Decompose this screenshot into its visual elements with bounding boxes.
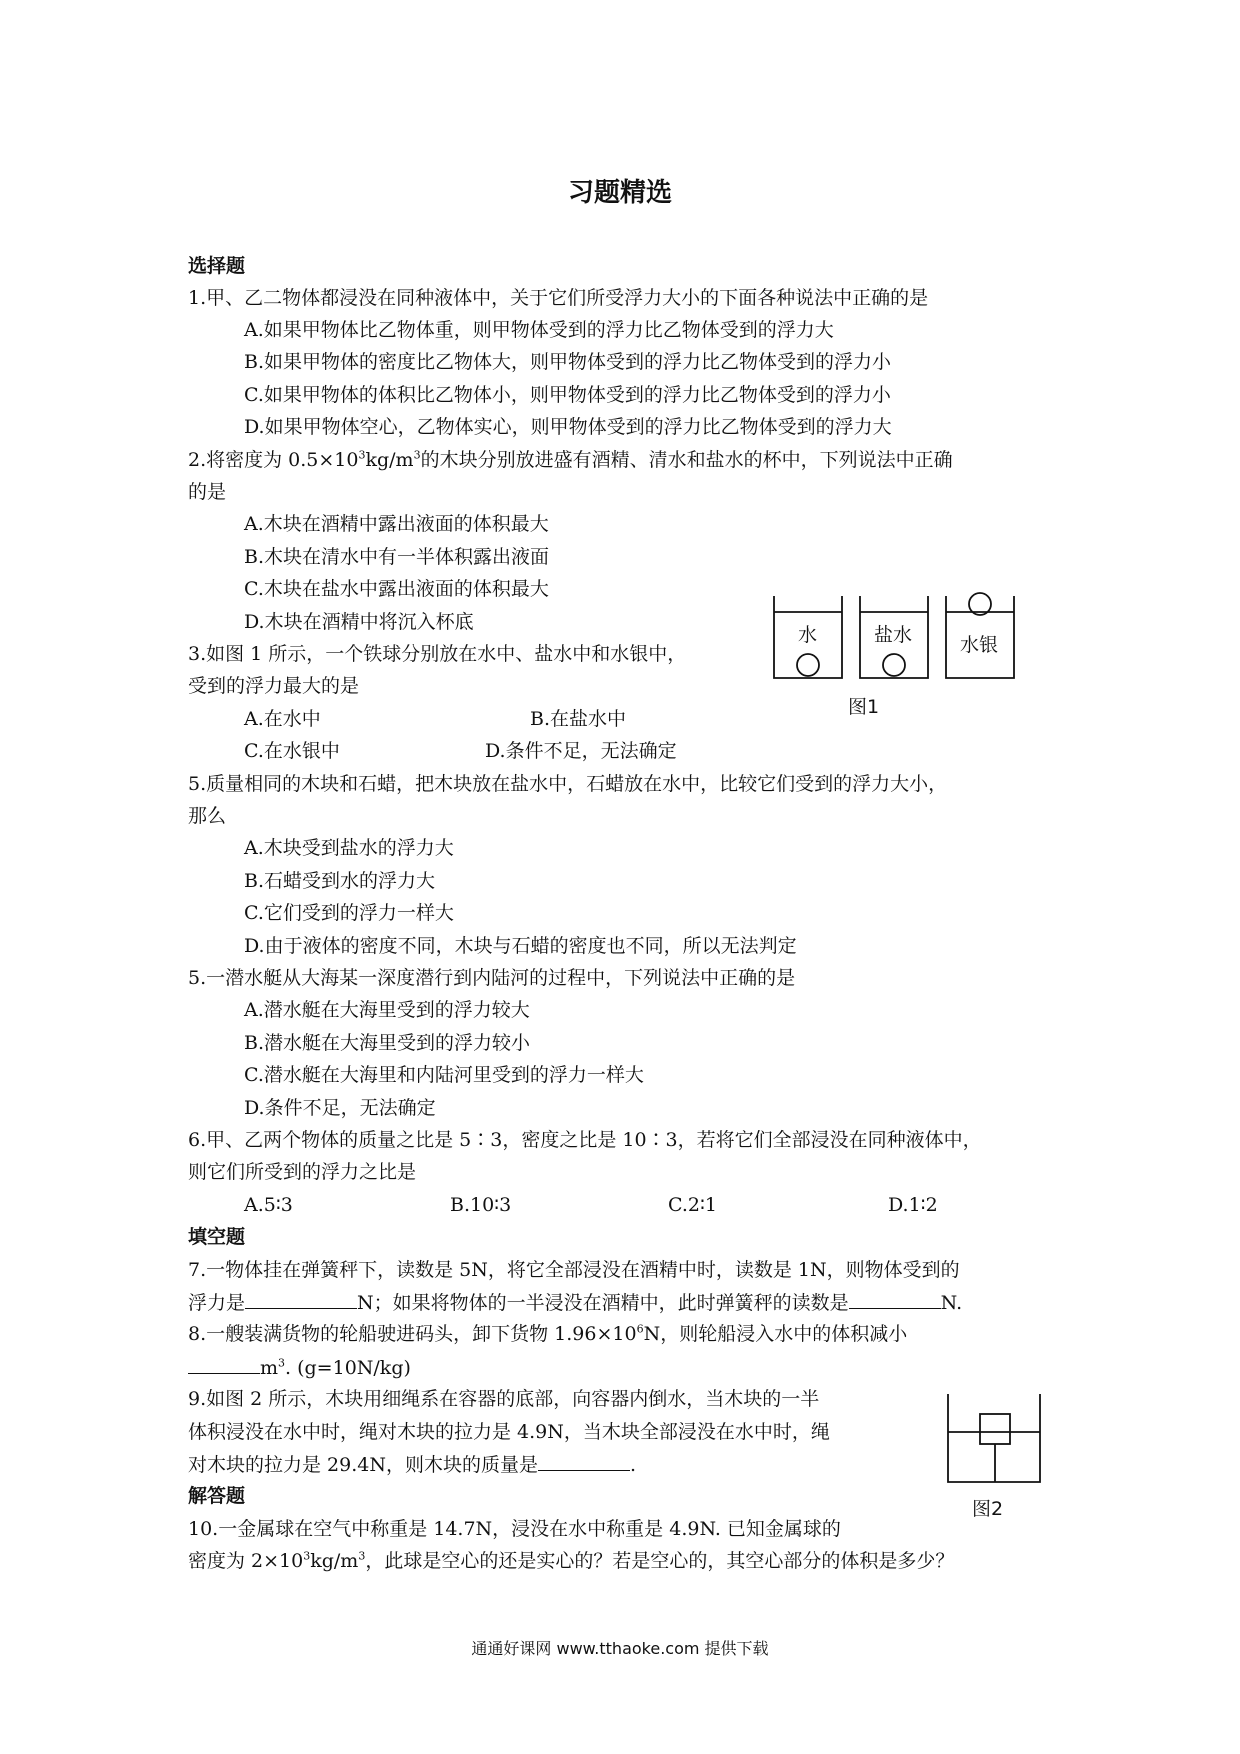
q1-option-a: A.如果甲物体比乙物体重，则甲物体受到的浮力比乙物体受到的浮力大 bbox=[244, 319, 834, 341]
q8-line1: 8.一艘装满货物的轮船驶进码头，卸下货物 $1.96\times 10^6N$，则轮船浸入水中的体积减小 bbox=[188, 1322, 908, 1345]
q5a-stem: 5.质量相同的木块和石蜡，把木块放在盐水中，石蜡放在水中，比较它们受到的浮力大小， bbox=[188, 773, 948, 795]
q3-option-a: A.在水中 bbox=[244, 708, 321, 730]
q5a-option-a: A.木块受到盐水的浮力大 bbox=[244, 837, 454, 859]
q5b-option-a: A.潜水艇在大海里受到的浮力较大 bbox=[244, 999, 530, 1021]
q9-line3: 对木块的拉力是 29.4N，则木块的质量是 . bbox=[188, 1454, 637, 1476]
q5b-option-b: B.潜水艇在大海里受到的浮力较小 bbox=[244, 1032, 531, 1054]
figure-1 bbox=[768, 590, 1028, 720]
q5a-option-c: C.它们受到的浮力一样大 bbox=[244, 902, 454, 924]
q3-stem: 3.如图 1 所示，一个铁球分别放在水中、盐水中和水银中， bbox=[188, 643, 687, 665]
q10-line2: 密度为 $2\times 10^3kg/m^3$，此球是空心的还是实心的？若是空心的，其空心部分的体积是多少？ bbox=[188, 1549, 955, 1572]
q1-option-c: C.如果甲物体的体积比乙物体小，则甲物体受到的浮力比乙物体受到的浮力小 bbox=[244, 384, 891, 406]
q5b-option-d: D.条件不足，无法确定 bbox=[244, 1097, 436, 1119]
q8-blank[interactable] bbox=[188, 1355, 260, 1374]
q3-option-c: C.在水银中 bbox=[244, 740, 340, 762]
section-heading-choice: 选择题 bbox=[188, 255, 246, 277]
q9-line1: 9.如图 2 所示，木块用细绳系在容器的底部，向容器内倒水，当木块的一半 bbox=[188, 1388, 820, 1410]
q1-option-d: D.如果甲物体空心，乙物体实心，则甲物体受到的浮力比乙物体受到的浮力大 bbox=[244, 416, 892, 438]
q6-stem-line2: 则它们所受到的浮力之比是 bbox=[188, 1161, 417, 1183]
q7-line1: 7.一物体挂在弹簧秤下，读数是 5N，将它全部浸没在酒精中时，读数是 1N，则物体受到的 bbox=[188, 1259, 960, 1281]
figure-2-drawing bbox=[946, 1392, 1042, 1492]
q5b-option-c: C.潜水艇在大海里和内陆河里受到的浮力一样大 bbox=[244, 1064, 644, 1086]
q3-option-b: B.在盐水中 bbox=[530, 708, 627, 730]
q6-option-b: B.10∶3 bbox=[450, 1194, 512, 1216]
q2-option-c: C.木块在盐水中露出液面的体积最大 bbox=[244, 578, 549, 600]
q1-stem: 1.甲、乙二物体都浸没在同种液体中，关于它们所受浮力大小的下面各种说法中正确的是 bbox=[188, 287, 929, 309]
q7-line2: 浮力是 N；如果将物体的一半浸没在酒精中，此时弹簧秤的读数是 N. bbox=[188, 1292, 963, 1314]
q2-stem-line2: 的是 bbox=[188, 481, 227, 503]
q6-stem: 6.甲、乙两个物体的质量之比是 5∶3，密度之比是 10∶3，若将它们全部浸没在同种液体中， bbox=[188, 1129, 982, 1151]
q9-blank[interactable] bbox=[538, 1452, 630, 1471]
q5b-stem: 5.一潜水艇从大海某一深度潜行到内陆河的过程中，下列说法中正确的是 bbox=[188, 967, 796, 989]
q7-blank-2[interactable] bbox=[849, 1290, 941, 1309]
section-heading-answer: 解答题 bbox=[188, 1485, 246, 1507]
q5a-option-b: B.石蜡受到水的浮力大 bbox=[244, 870, 436, 892]
q8-line2: $m^3$. (g=10N/kg) bbox=[188, 1355, 411, 1380]
page-title: 习题精选 bbox=[567, 178, 672, 208]
figure-2-caption: 图2 bbox=[972, 1498, 1004, 1520]
q1-option-b: B.如果甲物体的密度比乙物体大，则甲物体受到的浮力比乙物体受到的浮力小 bbox=[244, 351, 892, 373]
q2-stem: 2.将密度为 $0.5\times 10^3kg/m^3$的木块分别放进盛有酒精、清水和盐水的杯中，下列说法中正确 bbox=[188, 448, 953, 471]
q3-option-d: D.条件不足，无法确定 bbox=[485, 740, 677, 762]
q2-option-b: B.木块在清水中有一半体积露出液面 bbox=[244, 546, 550, 568]
q2-option-a: A.木块在酒精中露出液面的体积最大 bbox=[244, 513, 549, 535]
footer-source: 通通好课网 www.tthaoke.com 提供下载 bbox=[471, 1639, 769, 1658]
cup-label-mercury: 水银 bbox=[960, 634, 999, 656]
cup-label-water: 水 bbox=[798, 624, 818, 646]
section-heading-fill: 填空题 bbox=[188, 1226, 246, 1248]
q10-line1: 10.一金属球在空气中称重是 14.7N，浸没在水中称重是 4.9N. 已知金属球的 bbox=[188, 1518, 841, 1540]
wood-block bbox=[980, 1414, 1010, 1444]
container bbox=[948, 1394, 1040, 1482]
q2-option-d: D.木块在酒精中将沉入杯底 bbox=[244, 611, 474, 633]
q5a-option-d: D.由于液体的密度不同，木块与石蜡的密度也不同，所以无法判定 bbox=[244, 935, 797, 957]
q6-option-c: C.2∶1 bbox=[668, 1194, 718, 1216]
q9-line2: 体积浸没在水中时，绳对木块的拉力是 4.9N，当木块全部浸没在水中时，绳 bbox=[188, 1421, 830, 1443]
q6-option-d: D.1∶2 bbox=[888, 1194, 938, 1216]
figure-2 bbox=[946, 1392, 1042, 1522]
q7-blank-1[interactable] bbox=[245, 1290, 357, 1309]
q6-option-a: A.5∶3 bbox=[244, 1194, 293, 1216]
q3-stem-line2: 受到的浮力最大的是 bbox=[188, 675, 360, 697]
q5a-stem-line2: 那么 bbox=[188, 805, 227, 827]
figure-1-caption: 图1 bbox=[848, 696, 880, 718]
cup-label-saltwater: 盐水 bbox=[874, 624, 913, 646]
